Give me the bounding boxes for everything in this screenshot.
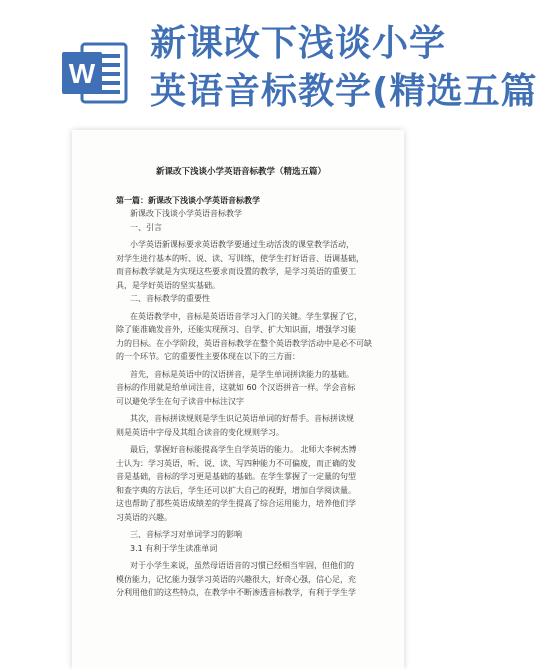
watermark xyxy=(89,248,106,267)
paragraph-line: 其次，音标拼读规则是学生识记英语单词的好帮手。音标拼读规 xyxy=(130,414,354,423)
word-logo-letter: W xyxy=(68,58,96,89)
section-heading: 第一篇：新课改下浅谈小学英语音标教学 xyxy=(116,195,260,205)
document-title: 新课改下浅谈小学英语音标教学（精选五篇） xyxy=(155,167,326,177)
paragraph-line: 最后，掌握好音标能提高学生自学英语的能力。 北师大李树杰博 xyxy=(130,445,357,454)
paragraph-line: 首先，音标是英语中的汉语拼音，是学生单词拼读能力的基础。 xyxy=(130,369,354,379)
paragraph-line: 习英语的兴趣。 xyxy=(116,512,172,522)
paragraph-line: 三、音标学习对单词学习的影响 xyxy=(130,530,242,539)
paragraph-line: 模仿能力，记忆能力强学习英语的兴趣很大，好奇心强，信心足，充 xyxy=(116,574,356,584)
paragraph-line: 可以避免学生在句子读音中标注汉字 xyxy=(116,396,244,406)
document-page xyxy=(72,130,404,669)
paragraph-line: 除了能准确发音外，还能实现预习、自学、扩大知识面，增强学习能 xyxy=(116,325,356,334)
paragraph-line: 3.1 有利于学生读准单词 xyxy=(130,543,218,553)
page-title-line-1: 新课改下浅谈小学 xyxy=(150,23,447,64)
paragraph-line: 新课改下浅谈小学英语音标教学 xyxy=(130,209,242,218)
page-title-line-2: 英语音标教学(精选五篇 xyxy=(150,71,537,112)
paragraph-line: 小学英语新课标要求英语教学要通过生动活泼的课堂教学活动， xyxy=(130,240,354,249)
paragraph-line: 对于小学生来说，虽然母语语音的习惯已经相当牢固，但他们的 xyxy=(130,561,354,570)
paragraph-line: 对学生进行基本的听、说、读、写训练，使学生打好语音、语调基础， xyxy=(116,253,364,263)
word-icon xyxy=(60,38,130,108)
paragraph-line: 和查字典的方法后，学生还可以扩大自己的视野，增加自学阅读量。 xyxy=(116,485,356,495)
paragraph-line: 音标的作用就是给单词注音，这就如 60 个汉语拼音一样。学会音标 xyxy=(116,383,356,392)
paragraph-line: 分利用他们的这些特点，在教学中不断渗透音标教学，有利于学生学 xyxy=(116,588,356,597)
paragraph-line: 而音标教学就是为实现这些要求而设置的教学，是学习英语的重要工 xyxy=(116,267,356,276)
paragraph-line: 士认为：学习英语，听、说、读、写四种能力不可偏废，而正确的发 xyxy=(116,458,356,468)
paragraph-line: 的一个环节。它的重要性主要体现在以下的三方面： xyxy=(116,352,300,361)
paragraph-line: 则是英语中字母及其组合读音的变化规则学习。 xyxy=(116,427,284,437)
paragraph-line: 音是基础，音标的学习更是基础的基础。在学生掌握了一定量的句型 xyxy=(116,472,356,481)
paragraph-line: 力的目标。在小学阶段，英语音标教学在整个英语教学活动中是必不可缺 xyxy=(116,338,372,348)
paragraph-line: 具，是学好英语的坚实基础。 xyxy=(116,280,220,290)
paragraph-line: 二、音标教学的重要性 xyxy=(130,294,210,303)
paragraph-line: 一、引言 xyxy=(130,222,162,232)
document-body xyxy=(116,166,372,600)
paragraph-line: 这也帮助了那些英语成绩差的学生提高了综合运用能力，培养他们学 xyxy=(116,499,356,508)
paragraph-line: 在英语教学中，音标是英语语音学习入门的关键。学生掌握了它， xyxy=(130,311,362,321)
banner xyxy=(0,0,537,150)
